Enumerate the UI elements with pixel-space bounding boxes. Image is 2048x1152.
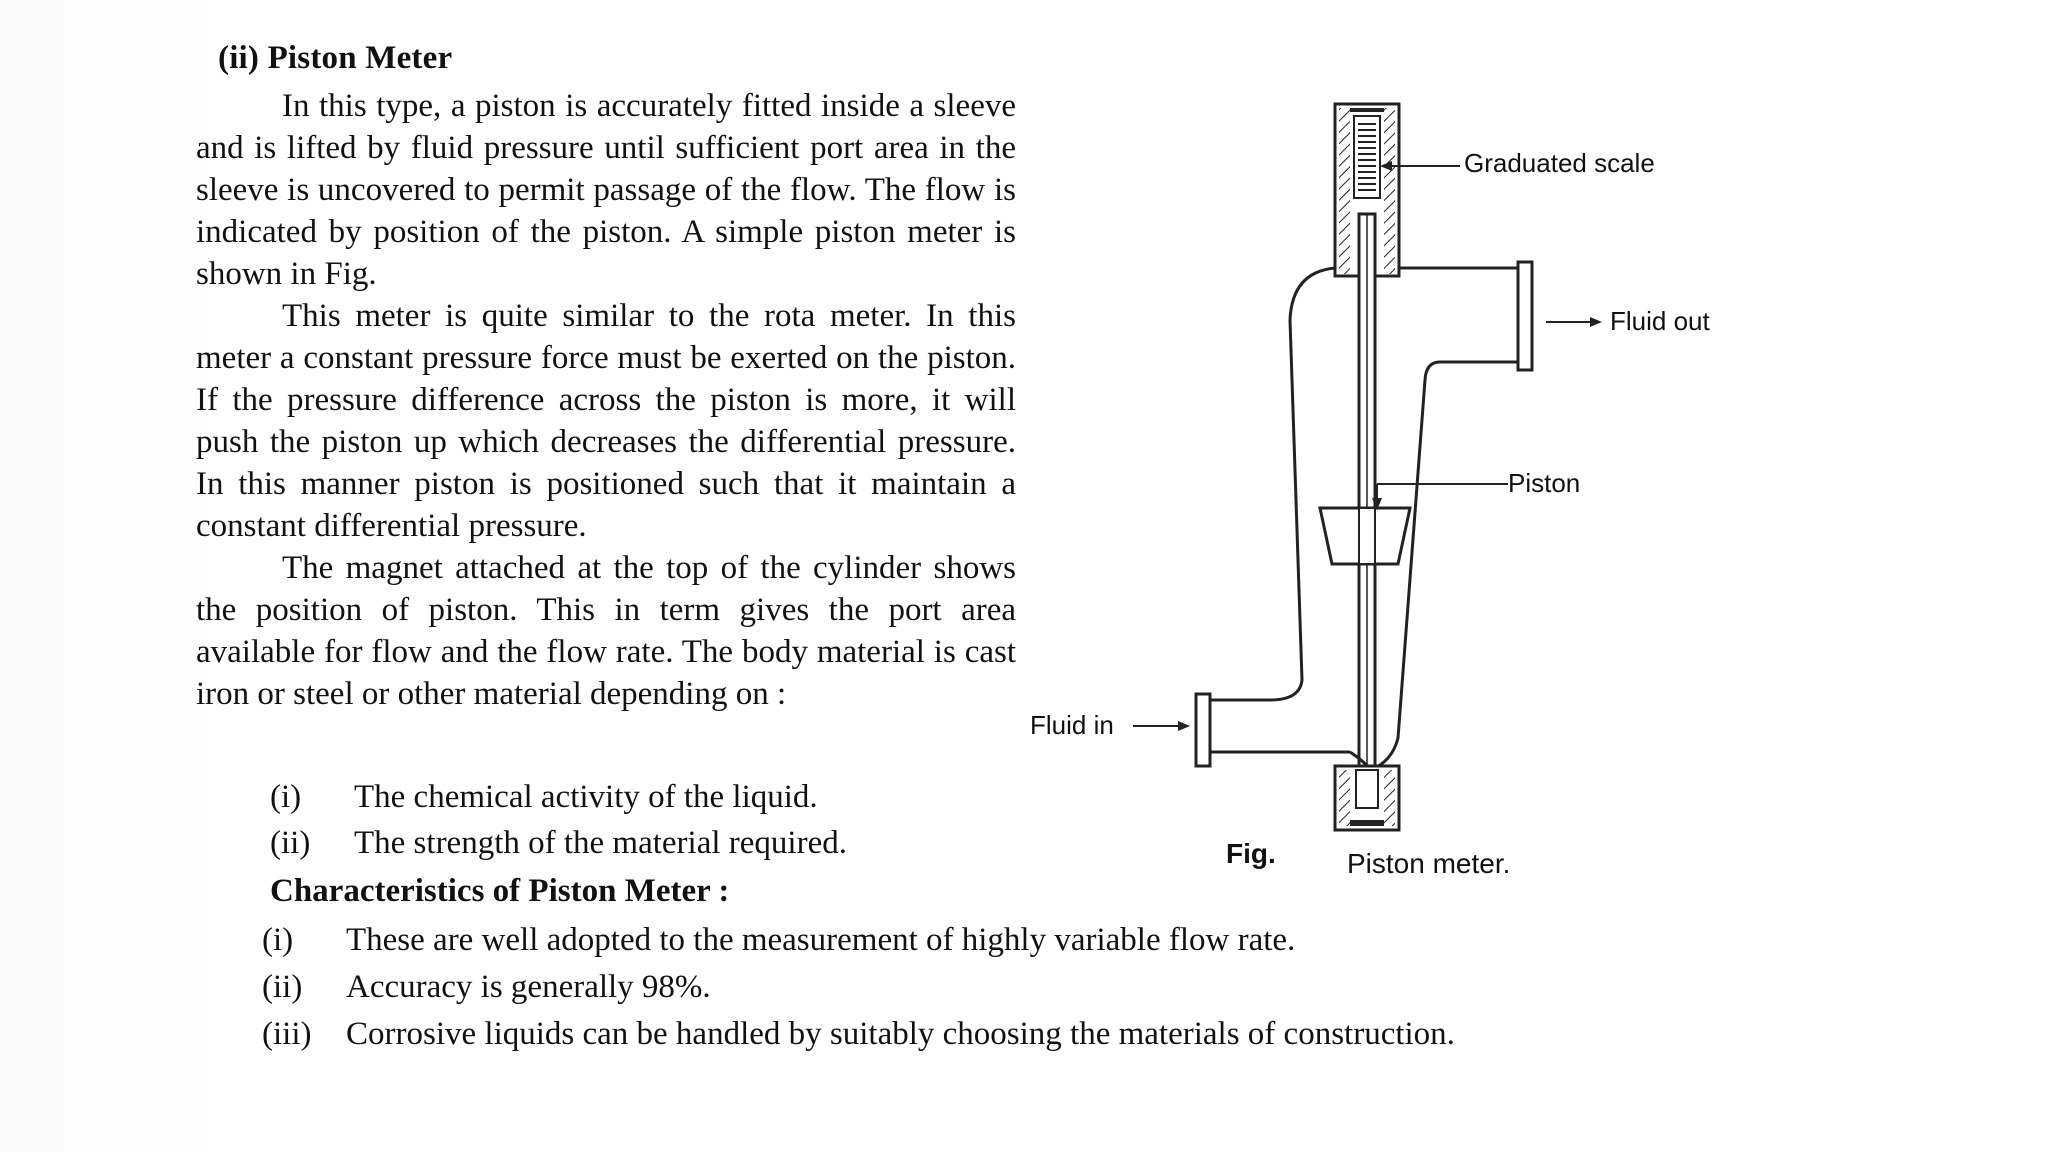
figure-caption: Piston meter.: [1347, 848, 1511, 879]
paragraph-2: This meter is quite similar to the rota meter. In this meter a constant pressure force must be exerted on the piston. If the pressure difference across the piston is more, it will push the piston up which decreases the differential pressure. In this manner piston is positioned such that it maintain a constant differential pressure.: [196, 298, 1016, 544]
list-number: (i): [270, 779, 302, 815]
section-heading: (ii) Piston Meter: [218, 40, 453, 76]
outlet-flange: [1518, 262, 1532, 370]
piston-meter-drawing: [1030, 90, 1790, 890]
list-number: (i): [262, 922, 294, 958]
inlet-flange: [1196, 694, 1210, 766]
list-item: [262, 964, 1662, 1011]
characteristics-list: [262, 917, 1662, 1058]
depends-on-list: [270, 774, 1030, 866]
piston-meter-figure: [1030, 90, 1790, 890]
piston: [1320, 508, 1410, 564]
list-number: (ii): [262, 969, 303, 1005]
list-item: [270, 820, 1030, 866]
list-text: Accuracy is generally 98%.: [346, 969, 711, 1005]
label-fluid-in: Fluid in: [1030, 710, 1114, 740]
list-text: These are well adopted to the measurement of highly variable flow rate.: [346, 922, 1296, 958]
list-text: The chemical activity of the liquid.: [354, 779, 818, 815]
paragraph-1: In this type, a piston is accurately fitted inside a sleeve and is lifted by fluid pressure until sufficient port area in the sleeve is uncovered to permit passage of the flow. The flow is indicated by position of the piston. A simple piston meter is shown in Fig.: [196, 88, 1016, 292]
scan-shadow: [0, 0, 220, 1152]
bottom-housing: [1335, 766, 1399, 830]
list-item: [262, 1011, 1662, 1058]
characteristics-heading: Characteristics of Piston Meter :: [270, 873, 730, 909]
list-text: Corrosive liquids can be handled by suitably choosing the materials of construction.: [346, 1016, 1455, 1052]
figure-caption-prefix: Fig.: [1226, 838, 1276, 869]
list-number: (iii): [262, 1016, 312, 1052]
label-fluid-out: Fluid out: [1610, 306, 1710, 336]
piston-rod: [1359, 214, 1375, 794]
graduated-scale: [1354, 116, 1380, 198]
list-item: [270, 774, 1030, 820]
label-piston: Piston: [1508, 468, 1581, 498]
list-text: The strength of the material required.: [354, 825, 847, 861]
paragraph-3: The magnet attached at the top of the cylinder shows the position of piston. This in term gives the port area available for flow and the flow rate. The body material is cast iron or steel or other material depending on :: [196, 550, 1016, 712]
list-item: [262, 917, 1662, 964]
list-number: (ii): [270, 825, 311, 861]
text-column: [196, 40, 1016, 715]
label-graduated-scale: Graduated scale: [1464, 148, 1655, 178]
